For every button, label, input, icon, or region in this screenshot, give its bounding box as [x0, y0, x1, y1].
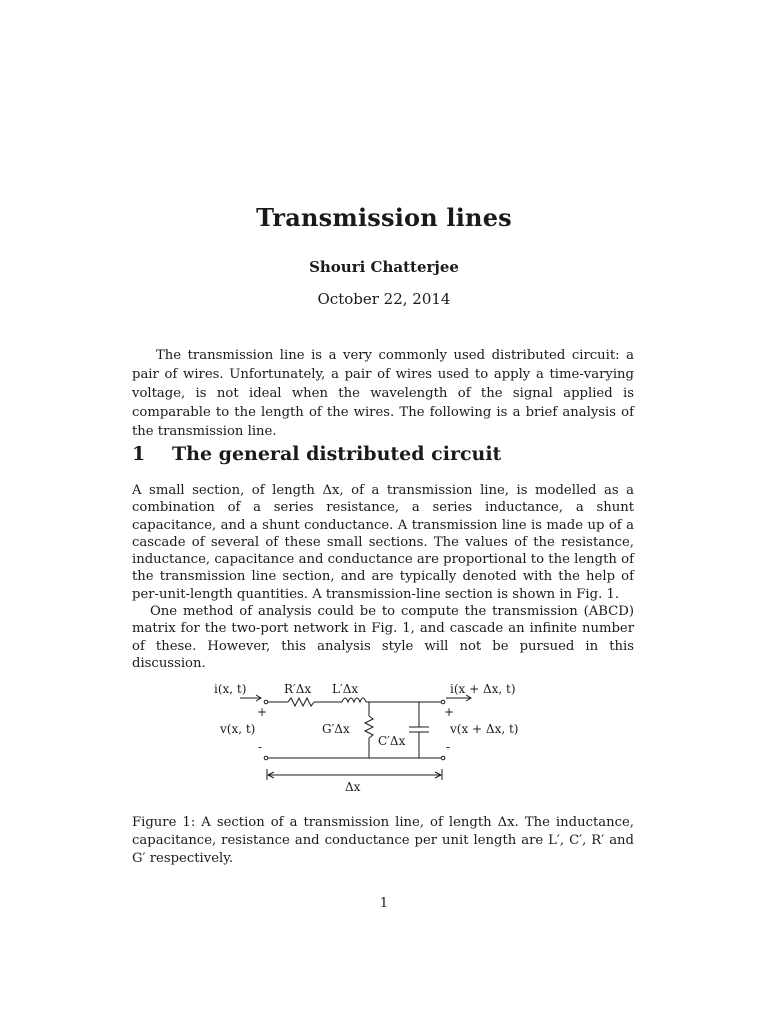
section-title: The general distributed circuit	[172, 443, 502, 465]
conductance-label: G′Δx	[322, 722, 350, 736]
minus-in-label: -	[258, 740, 263, 754]
section-heading	[132, 443, 501, 465]
current-out-label: i(x + Δx, t)	[450, 682, 516, 696]
inductor-label: L′Δx	[332, 682, 359, 696]
resistor-label: R′Δx	[284, 682, 312, 696]
output-terminal	[441, 756, 445, 760]
output-terminal	[441, 700, 445, 704]
author-name: Shouri Chatterjee	[309, 258, 459, 276]
length-label: Δx	[345, 780, 361, 794]
resistor-symbol	[288, 698, 314, 706]
input-terminal	[264, 756, 268, 760]
abstract: The transmission line is a very commonly used distributed circuit: a pair of wires. Unfortunately, a pair of wires used to apply a time-varying voltage, is not ideal when the wavelength of the signal applied is comparable to the length of the wires. The following is a brief analysis of the transmission line.	[132, 348, 634, 439]
voltage-in-label: v(x, t)	[220, 722, 256, 736]
inductor-symbol	[342, 698, 366, 702]
page-number: 1	[379, 896, 389, 911]
section-body	[132, 482, 634, 672]
section-number: 1	[132, 443, 146, 465]
circuit-diagram	[200, 676, 550, 796]
capacitor-label: C′Δx	[378, 734, 406, 748]
plus-out-label: +	[444, 705, 455, 719]
current-in-label: i(x, t)	[214, 682, 247, 696]
minus-out-label: -	[446, 740, 451, 754]
circuit-figure	[200, 676, 550, 796]
plus-in-label: +	[257, 705, 268, 719]
body-paragraph: A small section, of length Δx, of a transmission line, is modelled as a combination of a series resistance, a series inductance, a shunt capacitance, and a shunt conductance. A transmission line is made up of a cascade of several of these small sections. The values of the resistance, inductance, capacitance and conductance are proportional to the length of the transmission line section, and are typically denoted with the help of per-unit-length quantities. A transmission-line section is shown in Fig. 1.	[132, 483, 634, 602]
figure-caption: Figure 1: A section of a transmission line, of length Δx. The inductance, capacitance, resistance and conductance per unit length are L′, C′, R′ and G′ respectively.	[132, 815, 634, 866]
voltage-out-label: v(x + Δx, t)	[450, 722, 519, 736]
conductance-symbol	[365, 716, 373, 738]
body-paragraph: One method of analysis could be to compute the transmission (ABCD) matrix for the two-port network in Fig. 1, and cascade an infinite number of these. However, this analysis style will not be pursued in this discussion.	[132, 604, 634, 671]
paper-title: Transmission lines	[256, 203, 512, 232]
input-terminal	[264, 700, 268, 704]
publication-date: October 22, 2014	[317, 290, 451, 308]
